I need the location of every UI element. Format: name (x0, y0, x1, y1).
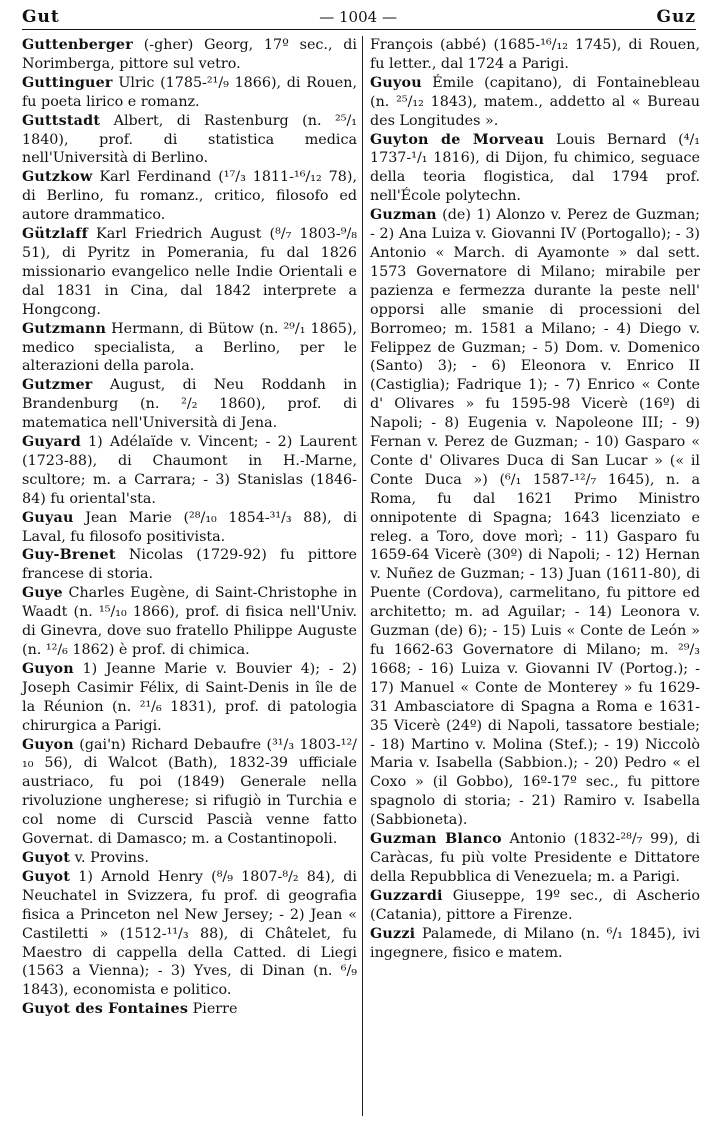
entry-text: Ulric (1785-²¹/₉ 1866), di Rouen, fu poeta lirico e romanz. (22, 74, 357, 110)
headword: Guye (22, 585, 63, 602)
page-number: — 1004 — (319, 7, 397, 26)
entry (22, 74, 357, 112)
entry-text: Antonio (1832-²⁸/₇ 99), di Caràcas, fu più volte Presidente e Dittatore della Repubblica di Venezuela; m. a Parigi. (370, 831, 700, 885)
entry (22, 660, 357, 736)
entry (370, 74, 700, 131)
entry (22, 320, 357, 377)
header-left-word: Gut (22, 6, 60, 27)
page-header (22, 4, 696, 30)
entry (22, 736, 357, 849)
entry (22, 433, 357, 509)
entry (370, 887, 700, 925)
entry-text: 1) Arnold Henry (⁸/₉ 1807-⁸/₂ 84), di Neuchatel in Svizzera, fu prof. di geografia fisica a Princeton nel New Jersey; - 2) Jean « Castiletti » (1512-¹¹/₃ 88), di Châtelet, fu Maestro di cappella della Catted. di Liegi (1563 a Vienna); - 3) Yves, di Dinan (n. ⁶/₉ 1843), economista e politico. (22, 868, 357, 999)
headword: Guy-Brenet (22, 547, 116, 564)
entry (22, 112, 357, 169)
entry (22, 584, 357, 660)
header-right-word: Guz (656, 6, 696, 27)
entry (22, 1000, 357, 1019)
entry-text: Nicolas (1729-92) fu pittore francese di storia. (22, 547, 357, 583)
headword: Guyau (22, 509, 74, 526)
entry (370, 830, 700, 887)
headword: Guyon (22, 736, 74, 753)
column-divider (362, 36, 363, 1116)
entry-text: v. Provins. (70, 849, 149, 866)
entry (22, 36, 357, 74)
entry (22, 546, 357, 584)
headword: Guyot (22, 868, 71, 885)
entry-text: Karl Friedrich August (⁸/₇ 1803-⁹/₈ 51), di Pyritz in Pomerania, fu dal 1826 missionario evangelico nelle Indie Orientali e dal 1831 in Cina, dal 1842 interprete a Hongcong. (22, 226, 357, 318)
headword: Guzman Blanco (370, 831, 502, 848)
entry-text: Albert, di Rastenburg (n. ²⁵/₁ 1840), prof. di statistica medica nell'Università di Berlino. (22, 112, 357, 167)
headword: Guttenberger (22, 37, 133, 53)
entry-text: Pierre (188, 1001, 238, 1018)
entry-text: Louis Bernard (⁴/₁ 1737-¹/₁ 1816), di Dijon, fu chimico, seguace della teoria flogistica, dal 1794 prof. nell'École polytechn. (370, 131, 700, 205)
headword: Guyou (370, 74, 422, 91)
entry (370, 131, 700, 207)
headword: Gutzmann (22, 320, 107, 337)
left-column (22, 36, 357, 1019)
entry (22, 168, 357, 225)
entry (22, 868, 357, 1000)
entry-text: (-gher) Georg, 17º sec., di Norimberga, pittore sul vetro. (22, 37, 357, 72)
entry (370, 206, 700, 830)
entry-text: 1) Jeanne Marie v. Bouvier 4); - 2) Joseph Casimir Félix, di Saint-Denis in île de la Réunion (n. ²¹/₆ 1831), prof. di patologia chirurgica a Parigi. (22, 660, 357, 734)
entry-text: François (abbé) (1685-¹⁶/₁₂ 1745), di Rouen, fu letter., dal 1724 a Parigi. (370, 37, 700, 72)
headword: Gutzmer (22, 377, 93, 394)
entry (370, 925, 700, 963)
entry-text: August, di Neu Roddanh in Brandenburg (n. ²/₂ 1860), prof. di matematica nell'Università di Jena. (22, 377, 357, 432)
headword: Guzzardi (370, 887, 443, 904)
headword: Guzman (370, 207, 437, 224)
right-column (370, 36, 700, 962)
entry-text: Giuseppe, 19º sec., di Ascherio (Catania), pittore a Firenze. (370, 887, 700, 923)
entry-text: Karl Ferdinand (¹⁷/₃ 1811-¹⁶/₁₂ 78), di Berlino, fu romanz., critico, filosofo ed autore drammatico. (22, 169, 357, 224)
entry (22, 376, 357, 433)
entry (22, 225, 357, 320)
headword: Gützlaff (22, 226, 88, 243)
entry-text: Hermann, di Bütow (n. ²⁹/₁ 1865), medico specialista, a Berlino, per le alterazioni della parola. (22, 320, 357, 375)
entry (22, 509, 357, 547)
entry-text: 1) Adélaïde v. Vincent; - 2) Laurent (1723-88), di Chaumont in H.-Marne, scultore; m. a Carrara; - 3) Stanislas (1846-84) fu oriental'sta. (22, 434, 357, 507)
entry-text: Charles Eugène, di Saint-Christophe in Waadt (n. ¹⁵/₁₀ 1866), prof. di fisica nell'Univ. di Ginevra, dove suo fratello Philippe Auguste (n. ¹²/₆ 1862) è prof. di chimica. (22, 585, 357, 658)
headword: Guyon (22, 660, 74, 677)
headword: Guzzi (370, 925, 416, 942)
headword: Guttstadt (22, 112, 101, 129)
headword: Guttinguer (22, 74, 113, 91)
entry (22, 849, 357, 868)
headword: Guyot des Fontaines (22, 1001, 189, 1018)
headword: Guyot (22, 849, 71, 866)
headword: Guyton de Morveau (370, 131, 545, 148)
headword: Guyard (22, 434, 81, 451)
entry-text: Émile (capitano), di Fontainebleau (n. ²⁵/₁₂ 1843), matem., addetto al « Bureau des Longitudes ». (370, 74, 700, 129)
entry-text: (de) 1) Alonzo v. Perez de Guzman; - 2) Ana Luiza v. Giovanni IV (Portogallo); - 3) Antonio « March. di Ayamonte » dal sett. 1573 Governatore di Milano; mirabile per pazienza e fermezza durante la peste nell' opporsi alle smanie di processioni del Borromeo; m. 1581 a Milano; - 4) Diego v. Felippez de Guzman; - 5) Dom. v. Domenico (Santo) 3); - 6) Eleonora v. Enrico II (Castiglia); Fadrique 1); - 7) Enrico « Conte d' Olivares » fu 1595-98 Vicerè (16º) di Napoli; - 8) Eugenia v. Napoleone III; - 9) Fernan v. Perez de Guzman; - 10) Gasparo « Conte d' Olivares Duca di San Lucar » (« il Conte Duca ») (⁶/₁ 1587-¹²/₇ 1645), n. a Roma, fu dal 1621 Primo Ministro onnipotente di Spagna; 1643 licenziato e releg. a Toro, dove morì; - 11) Gasparo fu 1659-64 Vicerè (30º) di Napoli; - 12) Hernan v. Nuñez de Guzman; - 13) Juan (1611-80), di Puente (Cordova), carmelitano, fu pittore ed architetto; m. ad Aguilar; - 14) Leonora v. Guzman (de) 6); - 15) Luis « Conte de León » fu 1662-63 Governatore di Milano; m. ²⁹/₃ 1668; - 16) Luiza v. Giovanni IV (Portog.); - 17) Manuel « Conte de Monterey » fu 1629-31 Ambasciatore di Spagna a Roma e 1631-35 Vicerè (24º) di Napoli, tassatore bestiale; - 18) Martino v. Molina (Stef.); - 19) Niccolò Maria v. Isabella (Sabbion.); - 20) Pedro « el Coxo » (il Gobbo), 16º-17º sec., fu pittore spagnolo di storia; - 21) Ramiro v. Isabella (Sabbioneta). (370, 207, 700, 829)
entry (370, 36, 700, 74)
entry-text: (gai'n) Richard Debaufre (³¹/₃ 1803-¹²/₁₀ 56), di Walcot (Bath), 1832-39 ufficiale austriaco, fu poi (1849) Generale nella rivoluzione ungherese; si rifugiò in Turchia e col nome di Curscid Pascià venne fatto Governat. di Damasco; m. a Costantinopoli. (22, 736, 357, 848)
entry-text: Jean Marie (²⁸/₁₀ 1854-³¹/₃ 88), di Laval, fu filosofo positivista. (22, 509, 357, 545)
headword: Gutzkow (22, 169, 93, 186)
entry-text: Palamede, di Milano (n. ⁶/₁ 1845), ivi ingegnere, fisico e matem. (370, 925, 700, 961)
